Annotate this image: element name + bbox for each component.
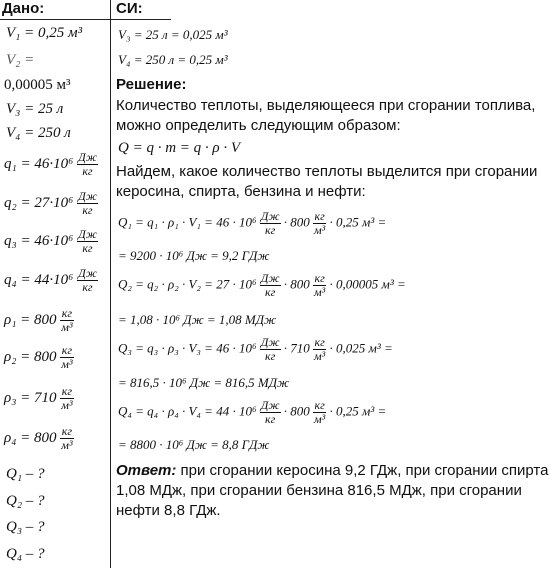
calc-q2-tail: · 0,00005 м³ = — [329, 276, 406, 292]
given-q4-unit — [77, 267, 98, 294]
answer-text-1: при сгорании керосина 9,2 ГДж, при сгорании спирта — [176, 462, 549, 479]
unit-numerator: кг — [61, 343, 73, 357]
unit-numerator: Дж — [260, 335, 280, 349]
unit-denominator: кг — [82, 164, 93, 178]
unit-denominator: кг — [82, 280, 93, 294]
calc-q1-lhs: Q₁ = q₁ · ρ₁ · V₁ = 46 · 10⁶ — [118, 214, 257, 230]
given-q4 — [4, 267, 98, 294]
unit-denominator: кг — [82, 241, 93, 255]
given-rho3-unit — [60, 385, 73, 412]
unit-fraction-energy — [260, 210, 281, 237]
unit-denominator: м³ — [314, 349, 326, 363]
solution-column — [116, 0, 550, 568]
answer-line-2: 1,08 МДж, при сгорании бензина 816,5 МДж, при сгорании — [116, 482, 522, 499]
calc-q4 — [118, 399, 386, 426]
unit-denominator: кг — [264, 349, 276, 363]
given-v3: V₃ = 25 л — [6, 101, 64, 117]
calc-q3-result: = 816,5 · 10⁶ Дж = 816,5 МДж — [118, 375, 290, 390]
unit-fraction-energy — [260, 272, 281, 299]
unit-denominator: м³ — [61, 357, 73, 371]
given-rho2-unit — [60, 344, 73, 371]
find-line-2: керосина, спирта, бензина и нефти: — [116, 183, 366, 200]
given-q1-unit — [77, 151, 98, 178]
solution-title: Решение: — [116, 76, 187, 93]
find-q4: Q₄ – ? — [6, 546, 45, 562]
find-q3: Q₃ – ? — [6, 519, 45, 535]
given-q3-unit — [77, 228, 98, 255]
given-rho1-unit — [60, 307, 73, 334]
find-q1: Q₁ – ? — [6, 466, 45, 482]
given-rho1-text: ρ₁ = 800 — [4, 311, 57, 328]
calc-q2-lhs: Q₂ = q₂ · ρ₂ · V₂ = 27 · 10⁶ — [118, 276, 257, 292]
calc-q3-lhs: Q₃ = q₃ · ρ₃ · V₃ = 46 · 10⁶ — [118, 340, 257, 356]
unit-denominator: кг — [264, 223, 276, 237]
intro-line-1: Количество теплоты, выделяющееся при сгорании топлива, — [116, 97, 536, 114]
calc-q4-mid: · 800 — [283, 403, 310, 419]
given-q4-text: q₄ = 44·10⁶ — [4, 271, 74, 288]
given-column — [0, 0, 110, 568]
given-q1-text: q₁ = 46·10⁶ — [4, 155, 74, 172]
unit-denominator: м³ — [314, 412, 326, 426]
calc-q1-mid: · 800 — [283, 214, 310, 230]
find-line-1: Найдем, какое количество теплоты выделится при сгорании — [116, 163, 538, 180]
given-rho4-unit — [60, 425, 73, 452]
column-divider — [110, 0, 111, 568]
calc-q1 — [118, 210, 386, 237]
unit-numerator: кг — [314, 209, 325, 223]
calc-q3-mid: · 710 — [283, 340, 310, 356]
answer-label: Ответ: — [116, 462, 177, 479]
unit-denominator: кг — [264, 412, 276, 426]
calc-q4-tail: · 0,25 м³ = — [329, 403, 387, 419]
unit-numerator: кг — [61, 384, 73, 398]
unit-numerator: Дж — [78, 227, 97, 241]
find-q2: Q₂ – ? — [6, 493, 45, 509]
given-v2-value: 0,00005 м³ — [4, 77, 71, 93]
intro-line-2: можно определить следующим образом: — [116, 117, 401, 134]
unit-fraction-energy — [260, 336, 281, 363]
given-rho2-text: ρ₂ = 800 — [4, 348, 57, 365]
unit-denominator: м³ — [314, 223, 326, 237]
given-rho4 — [4, 425, 74, 452]
unit-numerator: кг — [61, 424, 73, 438]
unit-numerator: кг — [314, 271, 325, 285]
given-q3-text: q₃ = 46·10⁶ — [4, 232, 74, 249]
unit-fraction-density — [313, 272, 326, 299]
unit-numerator: Дж — [78, 150, 97, 164]
given-rho4-text: ρ₄ = 800 — [4, 429, 57, 446]
unit-numerator: кг — [314, 335, 325, 349]
unit-numerator: Дж — [260, 398, 280, 412]
calc-q2-mid: · 800 — [283, 276, 310, 292]
unit-denominator: кг — [82, 203, 93, 217]
answer-line-1 — [116, 462, 548, 479]
si-v3: V₃ = 25 л = 0,025 м³ — [118, 27, 228, 42]
calc-q3-tail: · 0,025 м³ = — [329, 340, 393, 356]
given-v2-label: V₂ = — [6, 52, 35, 68]
given-rho1 — [4, 307, 74, 334]
given-q3 — [4, 228, 98, 255]
unit-fraction-density — [313, 210, 326, 237]
unit-fraction-density — [313, 336, 326, 363]
unit-numerator: Дж — [78, 189, 97, 203]
unit-numerator: кг — [314, 398, 325, 412]
si-title: СИ: — [116, 0, 143, 17]
calc-q3 — [118, 336, 393, 363]
unit-numerator: Дж — [260, 271, 280, 285]
unit-denominator: м³ — [61, 398, 73, 412]
calc-q4-lhs: Q₄ = q₄ · ρ₄ · V₄ = 44 · 10⁶ — [118, 403, 257, 419]
given-q1 — [4, 151, 98, 178]
unit-numerator: Дж — [260, 209, 280, 223]
general-formula: Q = q · m = q · ρ · V — [118, 140, 241, 156]
unit-denominator: м³ — [61, 438, 73, 452]
given-q2-unit — [77, 190, 98, 217]
unit-denominator: кг — [264, 285, 276, 299]
calc-q2-result: = 1,08 · 10⁶ Дж = 1,08 МДж — [118, 312, 277, 327]
given-underline — [0, 19, 110, 20]
unit-denominator: м³ — [61, 320, 73, 334]
calc-q4-result: = 8800 · 10⁶ Дж = 8,8 ГДж — [118, 437, 270, 452]
calc-q2 — [118, 272, 406, 299]
unit-numerator: Дж — [78, 266, 97, 280]
unit-denominator: м³ — [314, 285, 326, 299]
unit-fraction-energy — [260, 399, 281, 426]
answer-line-3: нефти 8,8 ГДж. — [116, 502, 221, 519]
given-title: Дано: — [2, 0, 45, 17]
given-rho3-text: ρ₃ = 710 — [4, 389, 57, 406]
given-v4: V₄ = 250 л — [6, 125, 71, 141]
unit-numerator: кг — [61, 306, 73, 320]
unit-fraction-density — [313, 399, 326, 426]
calc-q1-result: = 9200 · 10⁶ Дж = 9,2 ГДж — [118, 248, 270, 263]
given-q2 — [4, 190, 98, 217]
given-v1: V₁ = 0,25 м³ — [6, 25, 83, 41]
calc-q1-tail: · 0,25 м³ = — [329, 214, 387, 230]
si-v4: V₄ = 250 л = 0,25 м³ — [118, 52, 228, 67]
given-rho2 — [4, 344, 74, 371]
given-rho3 — [4, 385, 74, 412]
given-q2-text: q₂ = 27·10⁶ — [4, 194, 74, 211]
